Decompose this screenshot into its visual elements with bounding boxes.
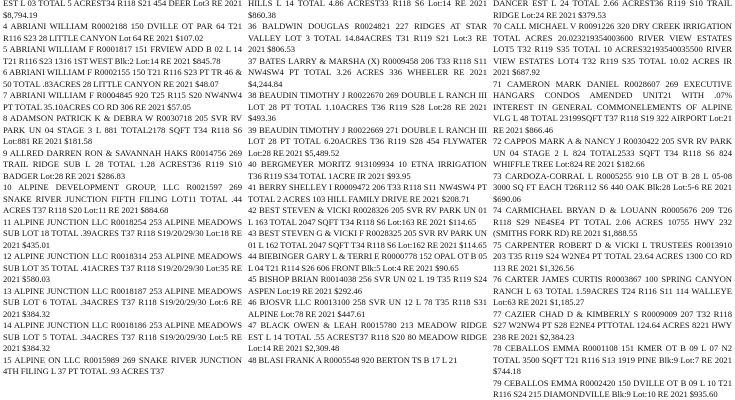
list-item: 39 BEAUDIN TIMOTHY J R0022669 271 DOUBLE L RANCH III LOT 28 PT TOTAL 6.20ACRES T36 R119 S28 454 FLYWATER Lot:28 RE 2021 $5,489.52: [248, 124, 487, 158]
list-item: 4 ABRIANI WILLIAM R0002188 150 DVILLE OT PAR 64 T21 R116 S23 28 LITTLE CANYON Lot 64 RE 2021 $107.02: [3, 21, 242, 43]
list-item: 40 BERGMEYER MORITZ 913109934 10 ETNA IRRIGATION T36 R119 S34 TOTAL 1ACRE IR 2021 $93.95: [248, 159, 487, 181]
list-item: 46 BJOSVR LLC R0013100 258 SVR UN 12 L 78 T35 R118 S31 ALPINE Lot:78 RE 2021 $447.61: [248, 297, 487, 319]
list-item: 73 CARDOZA-CORRAL L R0005255 910 LB OT B 28 L 05-08 3000 SQ FT EACH T26R112 S6 440 OAK Blk:28 Lot:5-6 RE 2021 $690.06: [493, 170, 732, 204]
list-item: 38 BEAUDIN TIMOTHY J R0022670 269 DOUBLE L RANCH III LOT 28 PT TOTAL 1.10ACRES T36 R119 S28 Lot:28 RE 2021 $493.36: [248, 90, 487, 123]
list-item: 75 CARPENTER ROBERT D & VICKI L TRUSTEES R0013910 203 T35 R119 S24 W2NE4 PT TOTAL 23.64 ACRES 1300 CO RD 113 RE 2021 $1,326.56: [493, 239, 732, 273]
list-item: 72 CAPPOS MARK A & NANCY J R0030422 205 SVR RV PARK UN 04 STAGE 2 L 824 TOTAL2533 SQFT T34 R118 S6 824 WHIFFLE TREE Lot:824 RE 2021 $182.66: [493, 136, 732, 169]
list-item: 42 BEST STEVEN & VICKI R0028326 205 SVR RV PARK UN 01 L 163 TOTAL 2047 SQFT T34 R118 S6 Lot:163 RE 2021 $114.65: [248, 205, 487, 227]
list-item: 12 ALPINE JUNCTION LLC R0018314 253 ALPINE MEADOWS SUB LOT 35 TOTAL .41ACRES T37 R118 S19/20/29/30 Lot:35 RE 2021 $580.03: [3, 251, 242, 284]
column-2-entries: [248, 0, 487, 366]
column-3-entries: [493, 0, 732, 400]
list-item: 76 CARTER JAMES CURTIS R0003867 100 SPRING CANYON RANCH L 63 TOTAL 1.59ACRES T24 R116 S11 114 WALLEYE Lot:63 RE 2021 $1,185.27: [493, 274, 732, 307]
list-item: 47 BLACK OWEN & LEAH R0015780 213 MEADOW RIDGE EST L 14 TOTAL .55 ACREST37 R118 S20 80 MEADOW RIDGE Lot:14 RE 2021 $2,309.48: [248, 320, 487, 353]
list-item: 45 BISHOP BRIAN R0014038 256 SVR UN 02 L 19 T35 R119 S24 ASPEN Lot:19 RE 2021 $292.46: [248, 274, 487, 296]
list-item: 41 BERRY SHELLEY I R0009472 206 T33 R118 S11 NW4SW4 PT TOTAL 2 ACRES 103 HILL FAMILY DRIVE RE 2021 $208.71: [248, 182, 487, 204]
list-item: 15 ALPINE ON LLC R0015989 269 SNAKE RIVER JUNCTION 4TH FILING L 37 PT TOTAL .93 ACRES T37: [3, 354, 242, 376]
list-item: 70 CALL MICHAEL V R0091226 320 DRY CREEK IRRIGATION TOTAL ACRES 20.023219354003600 RIVER VIEW ESTATES LOT5 T32 R119 S35 TOTAL 10 ACRES32193540035500 RIVER VIEW ESTATES LOT4 T32 R119 S35 TOTAL 10.02 ACRES IR 2021 $687.92: [493, 21, 732, 77]
list-item: 79 CEBALLOS EMMA R0002420 150 DVILLE OT B 09 L 10 T21 R116 S24 215 DIAMONDVILLE Blk:9 Lot:10 RE 2021 $935.60: [493, 377, 732, 399]
list-item: 48 BLASI FRANK A R0005548 920 BERTON TS B 17 L 21: [248, 354, 458, 365]
list-item: 36 BALDWIN DOUGLAS R0024821 227 RIDGES AT STAR VALLEY LOT 3 TOTAL 14.84ACRES T31 R119 S21 Lot:3 RE 2021 $806.53: [248, 21, 487, 54]
list-item: 9 ALLRED DARREN RON & SAVANNAH HAKS R0014756 269 TRAIL RIDGE SUB L 28 TOTAL 1.28 ACREST36 R119 S10 BADGER Lot:28 RE 2021 $286.83: [3, 147, 242, 181]
list-item: 11 ALPINE JUNCTION LLC R0018254 253 ALPINE MEADOWS SUB LOT 18 TOTAL .39ACRES T37 R118 S19/20/29/30 Lot:18 RE 2021 $435.01: [3, 216, 242, 250]
list-item: DANCER EST L 24 TOTAL 2.66 ACREST36 R119 S10 TRAIL RIDGE Lot:24 RE 2021 $379.53: [493, 0, 732, 20]
list-item: 7 ABRIANI WILLIAM F R0004845 920 T25 R115 S20 NW4NW4 PT TOTAL 35.10ACRES CO RD 306 RE 2021 $57.05: [3, 90, 242, 112]
column-3: [493, 0, 732, 400]
list-item: 6 ABRIANI WILLIAM F R0002155 150 T21 R116 S23 PT TR 46 & 50 TOTAL .83ACRES 28 LITTLE CANYON RE 2021 $48.07: [3, 67, 242, 89]
list-item: EST L 03 TOTAL 5 ACREST34 R118 S21 454 DEER Lot3 RE 2021 $8,794.19: [3, 0, 242, 20]
list-item: 71 CAMERON MARK DANIEL R0028607 269 EXECUTIVE HANGARS CONDOS AMENDED UNIT21 WITH .07% INTEREST IN GENERAL COMMONELEMENTS OF ALPINE VLG L 48 TOTAL 23199SQFT T37 R118 S19 322 AIRPORT Lot:21 RE 2021 $866.46: [493, 78, 732, 135]
list-item: 14 ALPINE JUNCTION LLC R0018186 253 ALPINE MEADOWS SUB LOT 5 TOTAL .34ACRES T37 R118 S19/20/29/30 Lot:5 RE 2021 $384.32: [3, 320, 242, 353]
column-1-entries: [3, 0, 242, 378]
list-item: 78 CEBALLOS EMMA R0001108 151 KMER OT B 09 L 07 N2 TOTAL 3500 SQFT T21 R116 S13 1919 PINE Blk:9 Lot:7 RE 2021 $744.18: [493, 343, 732, 376]
list-item: 37 BATES LARRY & MARSHA (X) R0009458 206 T33 R118 S11 NW4SW4 PT TOTAL 3.26 ACRES 336 WHEELER RE 2021 $4,244.84: [248, 55, 487, 89]
list-item: HILLS L 14 TOTAL 4.86 ACREST33 R118 S6 Lot:14 RE 2021 $860.38: [248, 0, 487, 20]
list-item: 5 ABRIANI WILLIAM F R0001817 151 FRVIEW ADD B 02 L 14 T21 R116 S23 1316 1ST WEST Blk:2 Lot:14 RE 2021 $845.78: [3, 44, 242, 66]
list-item: 8 ADAMSON PATRICK K & DEBRA W R0030718 205 SVR RV PARK UN 04 STAGE 3 L 881 TOTAL2178 SQFT T34 R118 S6 Lot:881 RE 2021 $181.58: [3, 113, 242, 146]
list-item: 77 CAZIER CHAD D & KIMBERLY S R0009009 207 T32 R118 S27 W2NW4 PT S28 E2NE4 PTTOTAL 124.64 ACRES 8221 HWY 238 RE 2021 $2,384.23: [493, 308, 732, 342]
column-1: [3, 0, 242, 400]
list-item: 13 ALPINE JUNCTION LLC R0018187 253 ALPINE MEADOWS SUB LOT 6 TOTAL .34ACRES T37 R118 S19/20/29/30 Lot:6 RE 2021 $384.32: [3, 285, 242, 319]
list-item: 10 ALPINE DEVELOPMENT GROUP, LLC R0021597 269 SNAKE RIVER JUNCTION FIFTH FILING LOT11 TOTAL .44 ACRES T37 R118 S20 Lot:11 RE 2021 $884.68: [3, 182, 242, 215]
list-item: 74 CARMICHAEL BRYAN D & LOUANN R0005676 209 T26 R118 S29 NE4SE4 PT TOTAL 2.06 ACRES 10755 HWY 232 (SMITHS FORK RD) RE 2021 $1,888.55: [493, 205, 732, 238]
list-item: 43 BEST STEVEN G & VICKI F R0028325 205 SVR RV PARK UN 01 L 162 TOTAL 2047 SQFT T34 R118 S6 Lot:162 RE 2021 $114.65: [248, 228, 487, 250]
list-item: 44 BIEBINGER GARY L & TERRI E R0000778 152 OPAL OT B 05 L 04 T21 R114 S26 606 FRONT Blk:5 Lot:4 RE 2021 $90.65: [248, 251, 487, 273]
column-2: [248, 0, 487, 400]
